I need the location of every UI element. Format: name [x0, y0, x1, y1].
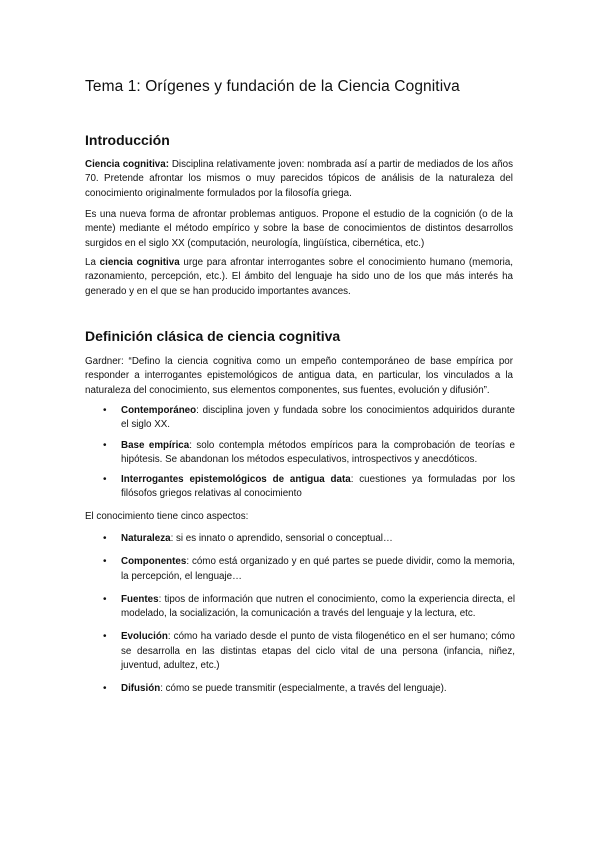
intro-paragraph-3-pre: La — [85, 257, 100, 268]
list-item — [85, 682, 515, 696]
list-item-term: Fuentes — [121, 593, 159, 605]
list-item-term: Base empírica — [121, 439, 190, 451]
intro-paragraph-1 — [85, 158, 513, 201]
list-item — [85, 404, 515, 433]
list-item-text: : cómo está organizado y en qué partes se puede dividir, como la memoria, la percepción, el lenguaje… — [121, 556, 515, 582]
list-item — [85, 439, 515, 468]
list-item-term: Interrogantes epistemológicos de antigua data — [121, 474, 351, 486]
intro-paragraph-2: Es una nueva forma de afrontar problemas antiguos. Propone el estudio de la cognición (o de la mente) mediante el método empírico y sobre la base de conocimientos de distintos desarrollos surgidos en el siglo XX (computación, neurología, lingüística, cibernética, etc.) — [85, 209, 513, 249]
intro-heading: Introducción — [85, 132, 170, 148]
list-item-text: : cómo se puede transmitir (especialmente, a través del lenguaje). — [160, 683, 447, 695]
intro-paragraph-3-term: ciencia cognitiva — [99, 257, 180, 268]
list-item-term: Naturaleza — [121, 533, 171, 544]
bullet-icon: • — [103, 683, 107, 695]
list-item-text: : solo contempla métodos empíricos para la comprobación de teorías e hipótesis. Se abandonan los métodos especulativos, introspectivos y anecdóticos. — [121, 439, 515, 465]
bullet-icon: • — [103, 474, 107, 486]
list-item — [85, 593, 515, 622]
bullet-icon: • — [103, 593, 107, 605]
bullet-icon: • — [103, 631, 107, 643]
bullet-icon: • — [103, 405, 107, 416]
list-item — [85, 473, 515, 502]
list-item-text: : cómo ha variado desde el punto de vista filogenético en el ser humano; cómo se desarrolla en las distintas etapas del ciclo vital de una persona (infancia, niñez, juventud, adultez, etc.) — [121, 631, 515, 672]
definition-bullet-list — [85, 404, 515, 502]
list-item — [85, 630, 515, 673]
intro-term: Ciencia cognitiva: — [85, 159, 169, 170]
bullet-icon: • — [103, 556, 107, 568]
bullet-icon: • — [103, 439, 107, 451]
list-item-term: Evolución — [121, 631, 168, 643]
document-title: Tema 1: Orígenes y fundación de la Ciencia Cognitiva — [85, 78, 460, 95]
list-item-text: : tipos de información que nutren el conocimiento, como la experiencia directa, el modelado, la socialización, la comunicación a través del lenguaje y la lectura, etc. — [121, 593, 515, 620]
list-item-term: Contemporáneo — [121, 405, 197, 416]
list-item-text: : disciplina joven y fundada sobre los conocimientos adquiridos durante el siglo XX. — [121, 405, 515, 431]
definition-heading: Definición clásica de ciencia cognitiva — [85, 328, 341, 344]
intro-paragraph-3 — [85, 256, 513, 299]
aspects-bullet-list — [85, 532, 515, 697]
list-item — [85, 532, 515, 546]
list-item-term: Difusión — [121, 683, 161, 695]
bullet-icon: • — [103, 533, 107, 544]
intro-paragraph-1-text: Disciplina relativamente joven: nombrada así a partir de mediados de los años 70. Pretende afrontar los mismos o muy parecidos tópicos de análisis de la naturaleza del conocimiento originalmente formulados por la filosofía griega. — [85, 159, 513, 199]
aspects-intro: El conocimiento tiene cinco aspectos: — [85, 511, 249, 522]
list-item-term: Componentes — [121, 556, 187, 568]
list-item-text: : cuestiones ya formuladas por los filósofos griegos relativas al conocimiento — [121, 474, 515, 500]
intro-paragraph-3-text: urge para afrontar interrogantes sobre el conocimiento humano (memoria, razonamiento, percepción, etc.). El ámbito del lenguaje ha sido uno de los que más interés ha generado y en el que se han producido importantes avances. — [85, 257, 513, 297]
list-item — [85, 555, 515, 584]
gardner-quote: Gardner: “Defino la ciencia cognitiva como un empeño contemporáneo de base empírica por responder a interrogantes epistemológicos de antigua data, en particular, los vinculados a la naturaleza del conocimiento, sus elementos componentes, sus fuentes, evolución y difusión”. — [85, 356, 513, 396]
list-item-text: : si es innato o aprendido, sensorial o conceptual… — [170, 533, 393, 544]
